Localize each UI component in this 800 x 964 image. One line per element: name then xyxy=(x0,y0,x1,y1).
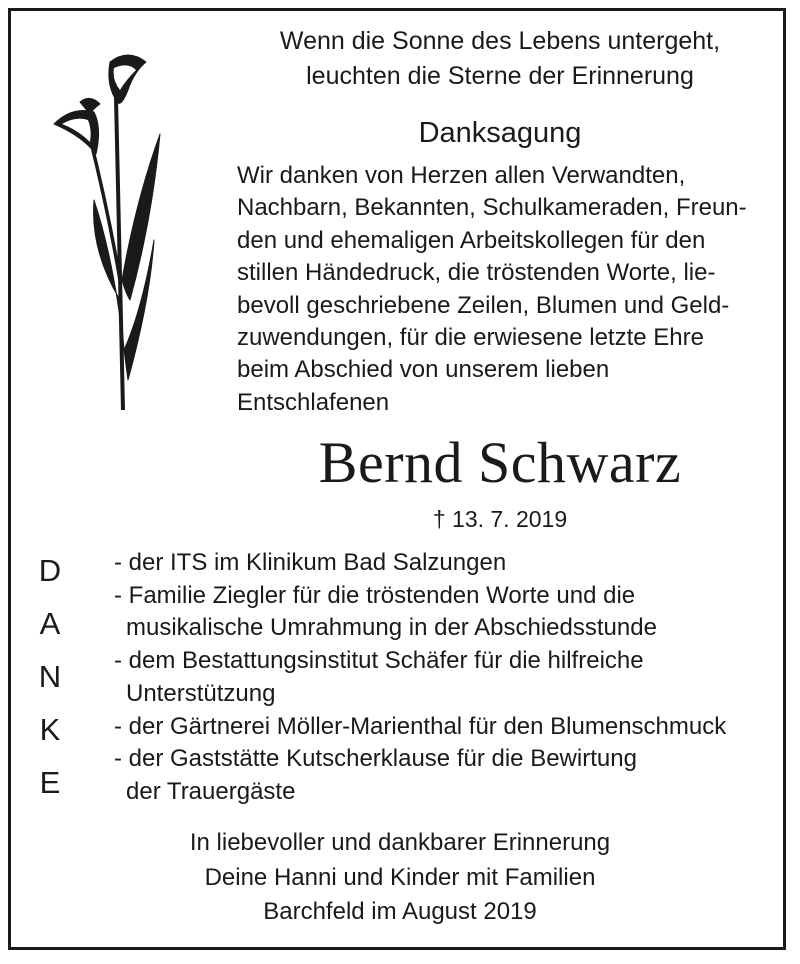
list-item-continuation: musikalische Umrahmung in der Abschiedsstunde xyxy=(126,614,657,642)
thanks-list xyxy=(114,547,726,809)
text-line: Wir danken von Herzen allen Verwandten, xyxy=(237,162,686,189)
motto xyxy=(240,24,760,94)
text-line: stillen Händedruck, die tröstenden Worte, lie- xyxy=(237,259,716,287)
text-line: bevoll geschriebene Zeilen, Blumen und Geld- xyxy=(237,291,730,319)
text-line: den und ehemaligen Arbeitskollegen für den xyxy=(237,226,706,254)
danke-letter: E xyxy=(39,765,61,800)
death-date: † 13. 7. 2019 xyxy=(432,506,568,532)
closing-line: In liebevoller und dankbarer Erinnerung xyxy=(189,829,611,856)
danke-letter: A xyxy=(39,606,61,641)
thanks-paragraph xyxy=(237,160,747,419)
text-line: zuwendungen, für die erwiesene letzte Ehre xyxy=(237,324,704,352)
signature-line: Deine Hanni und Kinder mit Familien xyxy=(204,863,596,891)
danke-vertical xyxy=(28,544,72,809)
danke-letter: K xyxy=(39,712,61,747)
motto-line: leuchten die Sterne der Erinnerung xyxy=(306,62,694,90)
list-item: - der Gaststätte Kutscherklause für die Bewirtung xyxy=(114,745,637,773)
list-item-continuation: der Trauergäste xyxy=(126,777,296,805)
list-item: - der Gärtnerei Möller-Marienthal für den Blumenschmuck xyxy=(114,712,727,740)
text-line: Nachbarn, Bekannten, Schulkameraden, Freun- xyxy=(237,194,747,222)
list-item: - der ITS im Klinikum Bad Salzungen xyxy=(114,549,507,576)
place-date-line: Barchfeld im August 2019 xyxy=(263,898,537,925)
danke-letter: N xyxy=(38,659,62,694)
motto-line: Wenn die Sonne des Lebens untergeht, xyxy=(279,27,721,55)
list-item: - Familie Ziegler für die tröstenden Worte und die xyxy=(114,581,636,609)
calla-lily-icon xyxy=(50,50,170,420)
deceased-name: Bernd Schwarz xyxy=(318,430,682,495)
text-line: beim Abschied von unserem lieben xyxy=(237,356,610,384)
list-item: - dem Bestattungsinstitut Schäfer für die hilfreiche xyxy=(114,647,644,675)
closing xyxy=(0,826,800,930)
text-line: Entschlafenen xyxy=(237,388,390,416)
danke-letter: D xyxy=(38,553,62,588)
list-item-continuation: Unterstützung xyxy=(126,679,276,707)
heading: Danksagung xyxy=(418,117,582,149)
